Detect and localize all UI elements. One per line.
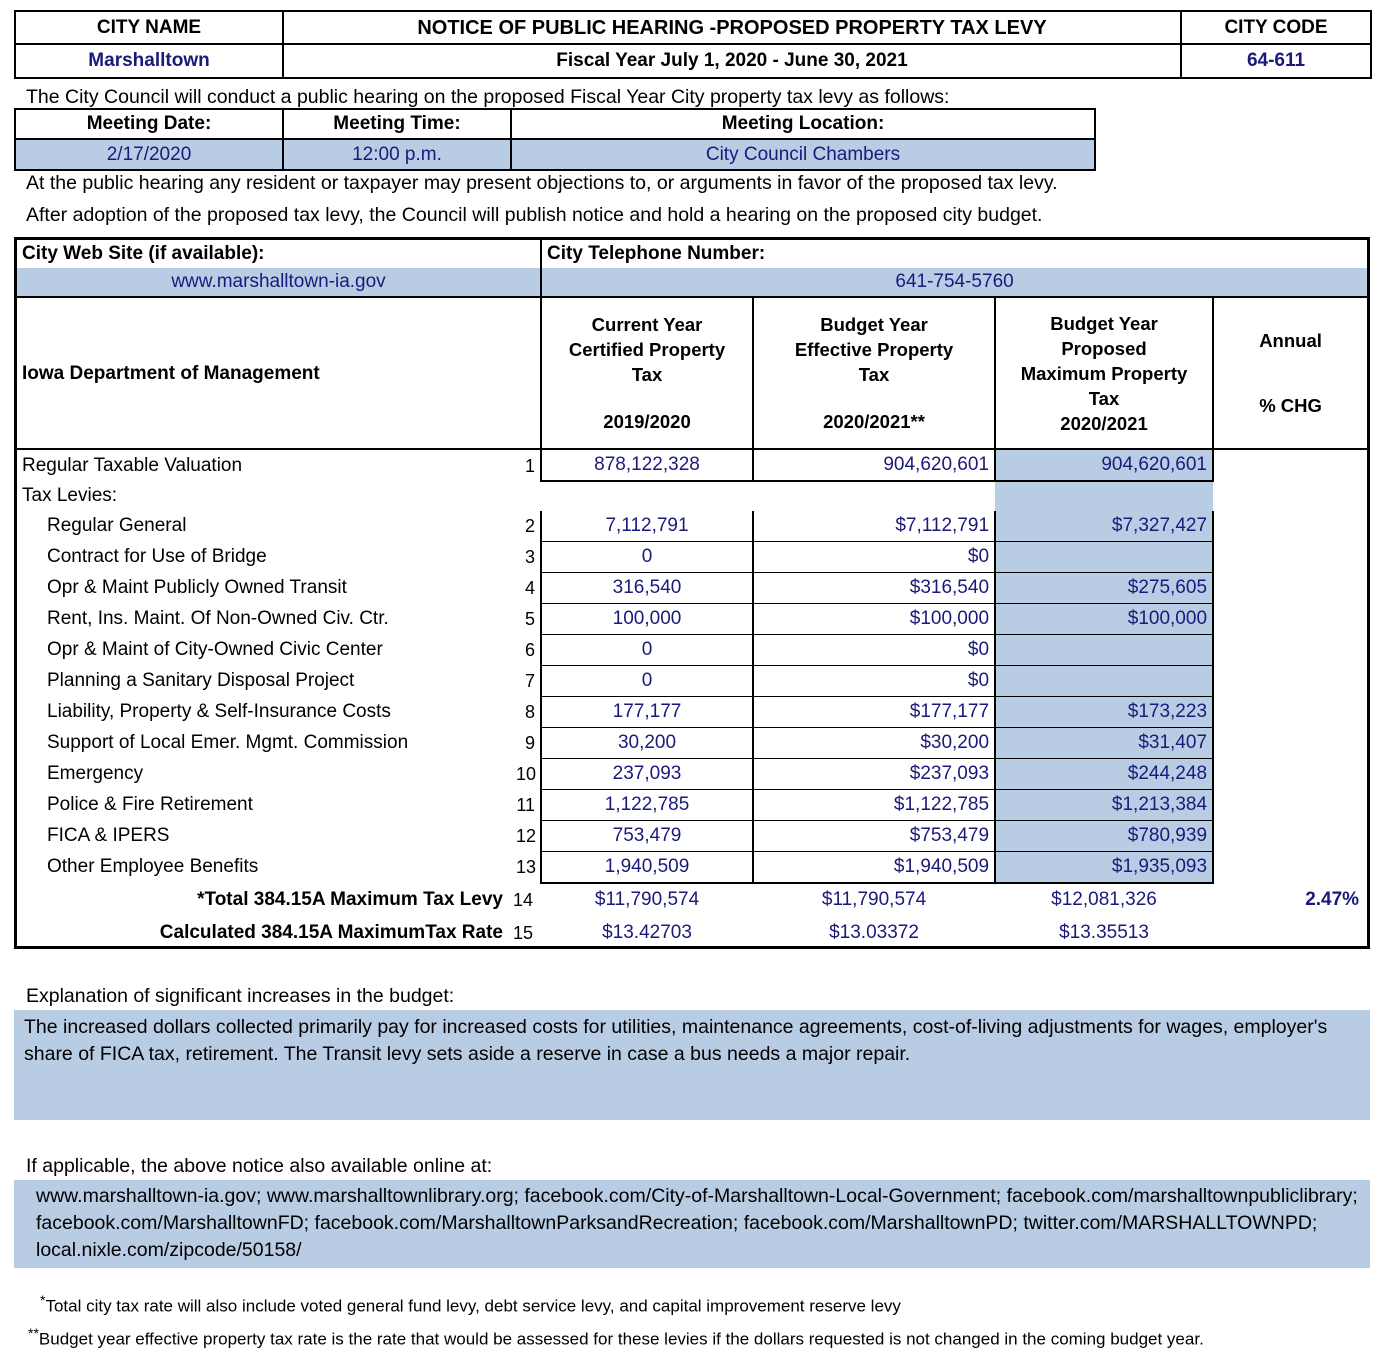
- valuation-row-number: 1: [525, 455, 536, 476]
- table-row: [17, 759, 1367, 790]
- levy-label: Support of Local Emer. Mgmt. Commission: [47, 732, 409, 753]
- levy-effective: $0: [753, 666, 995, 697]
- levy-label: Contract for Use of Bridge: [47, 546, 267, 567]
- property-tax-levy-table: [14, 237, 1370, 949]
- total-rate-current: $13.42703: [602, 921, 692, 943]
- col-header-proposed-max: Budget Year Proposed Maximum Property Tax 2020/2021: [995, 297, 1213, 449]
- website-value[interactable]: www.marshalltown-ia.gov: [17, 268, 541, 297]
- online-availability-text: www.marshalltown-ia.gov; www.marshalltownlibrary.org; facebook.com/City-of-Marshalltown-Local-Government; facebook.com/marshalltownpubliclibrary; facebook.com/MarshalltownFD; facebook.com/MarshalltownParksandRecreation; facebook.com/MarshalltownPD; twitter.com/MARSHALLTOWNPD; local.nixle.com/zipcode/50158/: [14, 1180, 1370, 1268]
- total-rate-proposed: $13.35513: [1059, 921, 1149, 943]
- note-line-1: At the public hearing any resident or taxpayer may present objections to, or arguments in favor of the proposed tax levy.: [26, 172, 1058, 194]
- levy-proposed: $780,939: [995, 821, 1213, 852]
- total-rate-effective: $13.03372: [829, 921, 919, 943]
- levy-proposed: [995, 635, 1213, 666]
- levy-current: 30,200: [541, 728, 753, 759]
- levy-row-number: 5: [525, 609, 536, 629]
- footnote-two: **Budget year effective property tax rate is the rate that would be assessed for these levies if the dollars requested is not changed in the coming budget year.: [28, 1325, 1204, 1349]
- col-header-annual-pct-chg: Annual % CHG: [1213, 297, 1367, 449]
- total-levy-effective: $11,790,574: [821, 889, 927, 910]
- total-rate-label: Calculated 384.15A MaximumTax Rate: [159, 921, 503, 943]
- table-row: [17, 790, 1367, 821]
- levy-label: Regular General: [47, 515, 187, 537]
- valuation-effective: 904,620,601: [753, 449, 995, 481]
- city-code-value: 64-611: [1181, 44, 1371, 78]
- explanation-caption: Explanation of significant increases in the budget:: [26, 985, 455, 1007]
- total-levy-proposed: $12,081,326: [1051, 889, 1157, 910]
- fiscal-year-value: Fiscal Year July 1, 2020 - June 30, 2021: [283, 44, 1181, 78]
- levy-effective: $1,940,509: [753, 852, 995, 884]
- tax-levies-label: Tax Levies:: [22, 485, 118, 506]
- col-header-effective: Budget Year Effective Property Tax 2020/2021**: [753, 297, 995, 449]
- levy-effective: $0: [753, 635, 995, 666]
- asterisk-double-icon: **: [28, 1325, 39, 1341]
- website-label: City Web Site (if available):: [17, 240, 541, 268]
- levy-proposed: $275,605: [995, 573, 1213, 604]
- levy-proposed: $7,327,427: [995, 511, 1213, 542]
- explanation-text: The increased dollars collected primarily pay for increased costs for utilities, maintenance agreements, cost-of-living adjustments for wages, employer's share of FICA tax, retirement. The Transit levy sets aside a reserve in case a bus needs a major repair.: [14, 1010, 1370, 1120]
- levy-row-number: 2: [525, 516, 536, 537]
- asterisk-single-icon: *: [40, 1292, 46, 1308]
- meeting-location-label: Meeting Location:: [511, 109, 1095, 139]
- levy-effective: $237,093: [753, 759, 995, 790]
- notice-title: NOTICE OF PUBLIC HEARING -PROPOSED PROPERTY TAX LEVY: [283, 11, 1181, 44]
- levy-current: 237,093: [541, 759, 753, 790]
- table-row: [17, 697, 1367, 728]
- levy-current: 0: [541, 666, 753, 697]
- levy-label: Police & Fire Retirement: [47, 794, 253, 815]
- levy-label: Liability, Property & Self-Insurance Costs: [47, 701, 391, 722]
- levy-current: 753,479: [541, 821, 753, 852]
- valuation-pct: [1213, 449, 1367, 481]
- levy-row-number: 10: [516, 764, 537, 784]
- meeting-location-value: City Council Chambers: [511, 139, 1095, 170]
- footnote-one: *Total city tax rate will also include voted general fund levy, debt service levy, and capital improvement reserve levy: [40, 1292, 901, 1316]
- table-row: [17, 542, 1367, 573]
- levy-proposed: $100,000: [995, 604, 1213, 635]
- levy-proposed: [995, 542, 1213, 573]
- levy-row-number: 8: [525, 702, 536, 722]
- table-row-total-levy: [17, 883, 1367, 916]
- intro-line: The City Council will conduct a public hearing on the proposed Fiscal Year City property tax levy as follows:: [26, 86, 950, 108]
- col-header-current-year: Current Year Certified Property Tax 2019/2020: [541, 297, 753, 449]
- levy-label: Emergency: [47, 763, 144, 784]
- levy-label: Rent, Ins. Maint. Of Non-Owned Civ. Ctr.: [47, 608, 389, 629]
- levy-current: 7,112,791: [541, 511, 753, 542]
- meeting-date-label: Meeting Date:: [15, 109, 283, 139]
- total-levy-label: *Total 384.15A Maximum Tax Levy: [197, 888, 503, 910]
- total-levy-row-number: 14: [513, 889, 534, 910]
- valuation-proposed: 904,620,601: [995, 449, 1213, 481]
- table-row-total-rate: [17, 916, 1367, 949]
- table-row: [17, 666, 1367, 697]
- online-availability-caption: If applicable, the above notice also available online at:: [26, 1155, 493, 1177]
- document-header-table: [14, 10, 1372, 79]
- levy-row-number: 12: [516, 826, 537, 846]
- phone-label: City Telephone Number:: [547, 243, 766, 264]
- table-row: [17, 635, 1367, 666]
- city-name-label: CITY NAME: [15, 11, 283, 44]
- levy-label: Opr & Maint of City-Owned Civic Center: [47, 639, 383, 660]
- levy-row-number: 4: [525, 578, 536, 598]
- dept-label: Iowa Department of Management: [17, 297, 541, 449]
- levy-effective: $177,177: [753, 697, 995, 728]
- note-line-2: After adoption of the proposed tax levy, the Council will publish notice and hold a hearing on the proposed city budget.: [26, 204, 1043, 226]
- levy-row-number: 3: [525, 547, 536, 567]
- levy-label: Planning a Sanitary Disposal Project: [47, 670, 355, 691]
- table-row: [17, 604, 1367, 635]
- levy-row-number: 11: [516, 795, 536, 815]
- levy-current: 316,540: [541, 573, 753, 604]
- table-row: [17, 511, 1367, 542]
- total-rate-pct: [1213, 916, 1367, 949]
- levy-effective: $0: [753, 542, 995, 573]
- levy-current: 1,940,509: [541, 852, 753, 884]
- levy-current: 1,122,785: [541, 790, 753, 821]
- levy-label: FICA & IPERS: [47, 825, 170, 846]
- table-row: [17, 852, 1367, 884]
- levy-effective: $316,540: [753, 573, 995, 604]
- levy-proposed: $1,935,093: [995, 852, 1213, 884]
- table-row: [17, 821, 1367, 852]
- levy-row-number: 6: [525, 640, 536, 660]
- meeting-time-label: Meeting Time:: [283, 109, 511, 139]
- total-rate-row-number: 15: [513, 922, 534, 943]
- levy-effective: $100,000: [753, 604, 995, 635]
- levy-row-number: 7: [525, 671, 536, 691]
- levy-proposed: [995, 666, 1213, 697]
- levy-proposed: $244,248: [995, 759, 1213, 790]
- levy-effective: $7,112,791: [753, 511, 995, 542]
- levy-proposed: $173,223: [995, 697, 1213, 728]
- levy-effective: $1,122,785: [753, 790, 995, 821]
- levy-current: 177,177: [541, 697, 753, 728]
- tax-levies-heading-row: [17, 481, 1367, 511]
- levy-effective: $30,200: [753, 728, 995, 759]
- city-code-label: CITY CODE: [1181, 11, 1371, 44]
- levy-current: 0: [541, 542, 753, 573]
- levy-proposed: $31,407: [995, 728, 1213, 759]
- levy-row-number: 9: [525, 733, 536, 753]
- total-levy-pct-change: 2.47%: [1305, 888, 1360, 910]
- levy-label: Other Employee Benefits: [47, 856, 259, 878]
- levy-label: Opr & Maint Publicly Owned Transit: [47, 577, 347, 598]
- table-row-valuation: [17, 449, 1367, 481]
- meeting-date-value: 2/17/2020: [15, 139, 283, 170]
- total-levy-current: $11,790,574: [594, 889, 700, 910]
- levy-current: 0: [541, 635, 753, 666]
- valuation-current: 878,122,328: [541, 449, 753, 481]
- meeting-details-table: [14, 108, 1096, 171]
- table-row: [17, 573, 1367, 604]
- levy-row-number: 13: [516, 857, 537, 878]
- phone-value: 641-754-5760: [541, 268, 1367, 297]
- levy-current: 100,000: [541, 604, 753, 635]
- levy-proposed: $1,213,384: [995, 790, 1213, 821]
- meeting-time-value: 12:00 p.m.: [283, 139, 511, 170]
- city-name-value: Marshalltown: [15, 44, 283, 78]
- levy-effective: $753,479: [753, 821, 995, 852]
- table-row: [17, 728, 1367, 759]
- valuation-label: Regular Taxable Valuation: [22, 454, 243, 476]
